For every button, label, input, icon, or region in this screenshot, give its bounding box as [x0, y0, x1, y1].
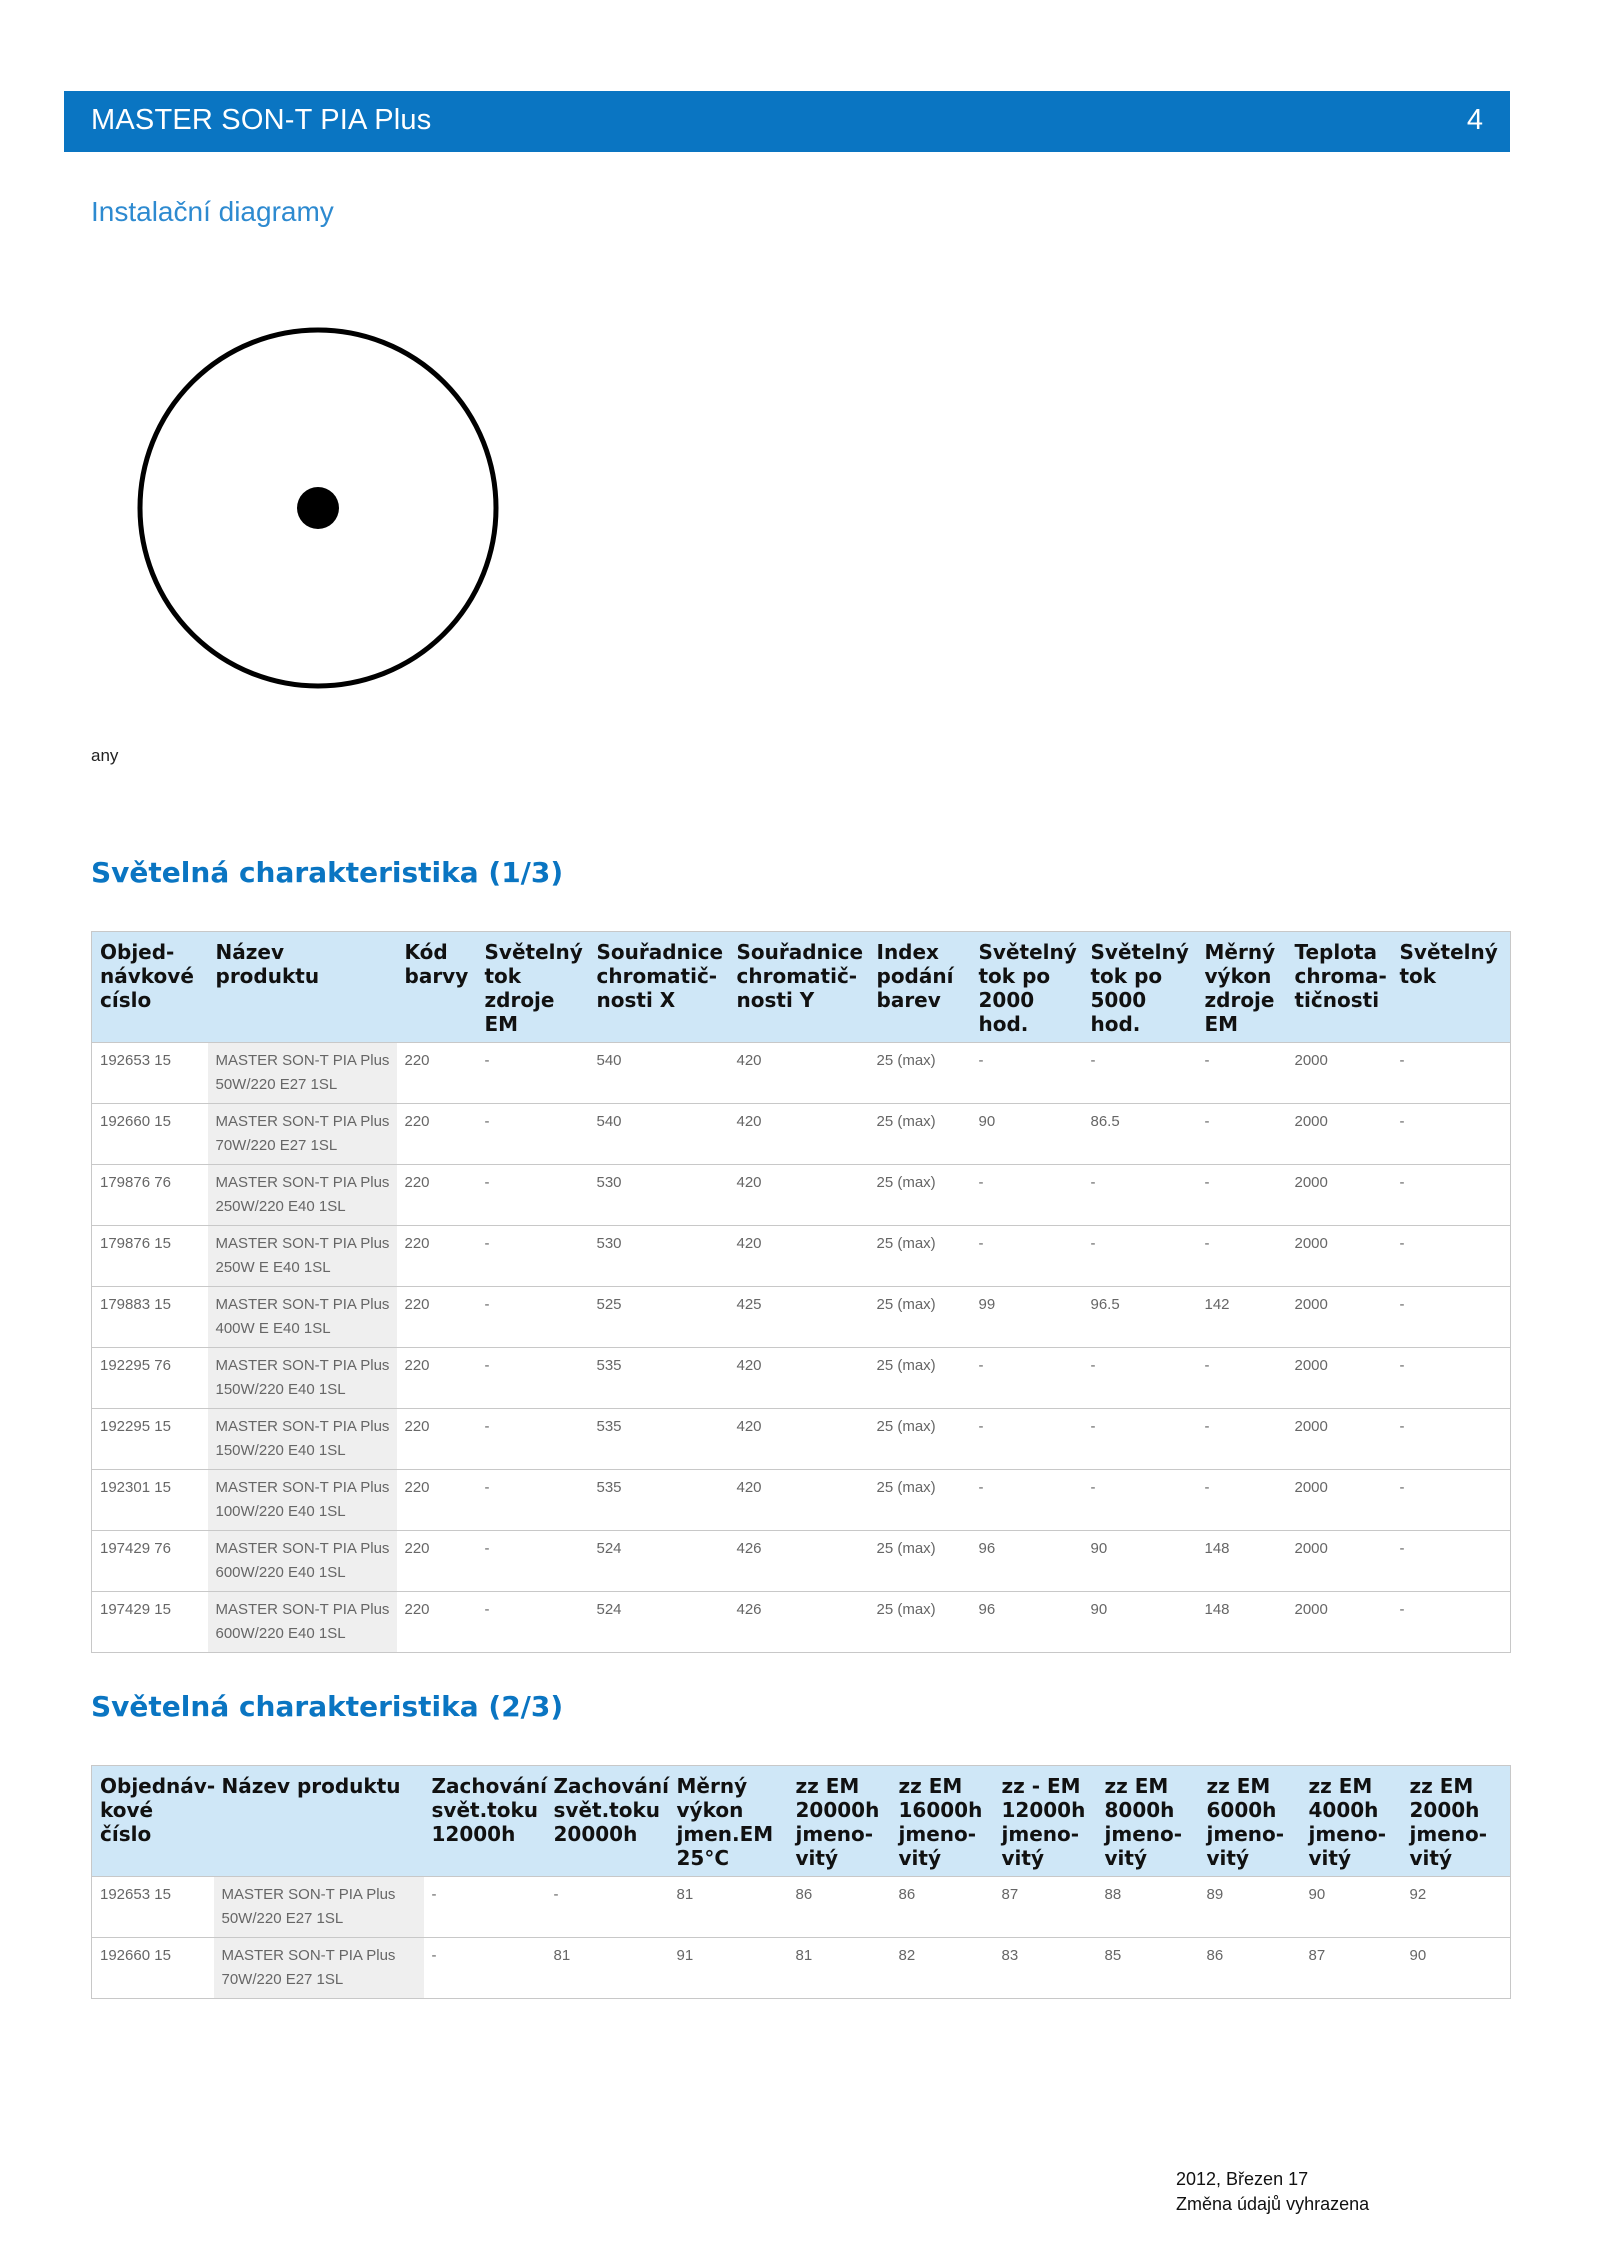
table-cell: 86.5: [1083, 1104, 1197, 1165]
table-cell: -: [971, 1165, 1083, 1226]
order-number-cell: 192660 15: [92, 1104, 208, 1165]
table-row: [92, 1592, 1511, 1653]
column-header: Název produktu: [214, 1766, 424, 1877]
table-cell: -: [1083, 1409, 1197, 1470]
table-cell: 540: [589, 1043, 729, 1104]
table-row: [92, 1470, 1511, 1531]
table-cell: 524: [589, 1592, 729, 1653]
column-header: zz EM 20000h jmeno- vitý: [788, 1766, 891, 1877]
column-header: Měrný výkon jmen.EM 25°C: [669, 1766, 788, 1877]
table-cell: 99: [971, 1287, 1083, 1348]
table-cell: 86: [788, 1877, 891, 1938]
table-cell: 420: [729, 1226, 869, 1287]
installation-diagram: [135, 325, 505, 695]
table-row: [92, 1877, 1511, 1938]
table-cell: 2000: [1287, 1531, 1392, 1592]
table-cell: 25 (max): [869, 1470, 971, 1531]
table-cell: 25 (max): [869, 1348, 971, 1409]
table-cell: 25 (max): [869, 1409, 971, 1470]
table-cell: 2000: [1287, 1470, 1392, 1531]
table-cell: -: [1392, 1470, 1511, 1531]
footer-notice: Změna údajů vyhrazena: [1176, 2194, 1370, 2214]
table-cell: 142: [1197, 1287, 1287, 1348]
column-header: Světelný tok zdroje EM: [477, 932, 589, 1043]
table-cell: 220: [397, 1287, 477, 1348]
light-characteristics-table-2: [91, 1765, 1511, 1999]
table-cell: 420: [729, 1470, 869, 1531]
column-header: zz EM 2000h jmeno- vitý: [1402, 1766, 1511, 1877]
table-cell: 148: [1197, 1592, 1287, 1653]
table-cell: 2000: [1287, 1287, 1392, 1348]
table-cell: 148: [1197, 1531, 1287, 1592]
table-cell: -: [424, 1877, 546, 1938]
table-cell: 81: [546, 1938, 669, 1999]
table-cell: 96: [971, 1592, 1083, 1653]
table-cell: -: [1392, 1104, 1511, 1165]
table-cell: 220: [397, 1592, 477, 1653]
product-name-cell: MASTER SON-T PIA Plus 600W/220 E40 1SL: [208, 1592, 397, 1653]
product-name-cell: MASTER SON-T PIA Plus 100W/220 E40 1SL: [208, 1470, 397, 1531]
table-cell: 96.5: [1083, 1287, 1197, 1348]
order-number-cell: 179876 76: [92, 1165, 208, 1226]
table-cell: 425: [729, 1287, 869, 1348]
diagram-center-dot: [297, 487, 339, 529]
table-cell: -: [1083, 1226, 1197, 1287]
table-cell: 25 (max): [869, 1592, 971, 1653]
table-cell: 524: [589, 1531, 729, 1592]
table-cell: -: [477, 1531, 589, 1592]
table-cell: 88: [1097, 1877, 1199, 1938]
header-bar: [64, 91, 1510, 152]
light-characteristics-table-1: [91, 931, 1511, 1653]
table-cell: 86: [1199, 1938, 1301, 1999]
table-cell: 535: [589, 1470, 729, 1531]
diagram-caption: any: [91, 746, 119, 765]
column-header: Světelný tok po 5000 hod.: [1083, 932, 1197, 1043]
table-row: [92, 1043, 1511, 1104]
table-cell: -: [477, 1287, 589, 1348]
product-name-cell: MASTER SON-T PIA Plus 150W/220 E40 1SL: [208, 1409, 397, 1470]
table2-title: Světelná charakteristika (2/3): [91, 1690, 564, 1723]
column-header: Objed- návkové císlo: [92, 932, 208, 1043]
column-header: Název produktu: [208, 932, 397, 1043]
table-cell: -: [424, 1938, 546, 1999]
table-cell: -: [477, 1165, 589, 1226]
column-header: zz EM 6000h jmeno- vitý: [1199, 1766, 1301, 1877]
table-cell: -: [1392, 1226, 1511, 1287]
table-cell: 2000: [1287, 1043, 1392, 1104]
table-cell: -: [477, 1226, 589, 1287]
table-cell: -: [1197, 1104, 1287, 1165]
table-cell: -: [1083, 1043, 1197, 1104]
table-cell: 89: [1199, 1877, 1301, 1938]
order-number-cell: 197429 15: [92, 1592, 208, 1653]
table-cell: -: [1392, 1409, 1511, 1470]
table-cell: 426: [729, 1531, 869, 1592]
column-header: Souřadnice chromatič- nosti X: [589, 932, 729, 1043]
column-header: Zachování svět.toku 20000h: [546, 1766, 669, 1877]
table-row: [92, 1287, 1511, 1348]
table-cell: 96: [971, 1531, 1083, 1592]
product-name-cell: MASTER SON-T PIA Plus 150W/220 E40 1SL: [208, 1348, 397, 1409]
column-header: zz - EM 12000h jmeno- vitý: [994, 1766, 1097, 1877]
table-cell: -: [1392, 1287, 1511, 1348]
table-cell: -: [971, 1470, 1083, 1531]
table-cell: 2000: [1287, 1165, 1392, 1226]
table-cell: 420: [729, 1165, 869, 1226]
table-cell: 25 (max): [869, 1287, 971, 1348]
table-cell: 220: [397, 1165, 477, 1226]
product-name-cell: MASTER SON-T PIA Plus 70W/220 E27 1SL: [208, 1104, 397, 1165]
table-cell: -: [477, 1470, 589, 1531]
column-header: zz EM 16000h jmeno- vitý: [891, 1766, 994, 1877]
table-cell: -: [1197, 1226, 1287, 1287]
product-name-cell: MASTER SON-T PIA Plus 250W E E40 1SL: [208, 1226, 397, 1287]
table-cell: -: [477, 1348, 589, 1409]
document-title: MASTER SON-T PIA Plus: [91, 104, 432, 136]
product-name-cell: MASTER SON-T PIA Plus 600W/220 E40 1SL: [208, 1531, 397, 1592]
table-cell: 90: [971, 1104, 1083, 1165]
table-cell: -: [1197, 1043, 1287, 1104]
table-cell: -: [971, 1348, 1083, 1409]
table-cell: 220: [397, 1409, 477, 1470]
table-cell: 220: [397, 1531, 477, 1592]
table-cell: 25 (max): [869, 1226, 971, 1287]
table-row: [92, 1409, 1511, 1470]
table-cell: -: [1392, 1592, 1511, 1653]
column-header: Kód barvy: [397, 932, 477, 1043]
table-cell: -: [1083, 1348, 1197, 1409]
order-number-cell: 179876 15: [92, 1226, 208, 1287]
table-cell: 220: [397, 1104, 477, 1165]
table-row: [92, 1938, 1511, 1999]
column-header: zz EM 4000h jmeno- vitý: [1301, 1766, 1402, 1877]
table-cell: -: [971, 1409, 1083, 1470]
table-row: [92, 1348, 1511, 1409]
installation-diagrams-title: Instalační diagramy: [91, 196, 334, 227]
table-cell: 87: [994, 1877, 1097, 1938]
product-name-cell: MASTER SON-T PIA Plus 70W/220 E27 1SL: [214, 1938, 424, 1999]
table-cell: -: [1197, 1165, 1287, 1226]
table-cell: 2000: [1287, 1348, 1392, 1409]
product-name-cell: MASTER SON-T PIA Plus 50W/220 E27 1SL: [208, 1043, 397, 1104]
table-cell: -: [1392, 1165, 1511, 1226]
product-name-cell: MASTER SON-T PIA Plus 50W/220 E27 1SL: [214, 1877, 424, 1938]
table-cell: 82: [891, 1938, 994, 1999]
table-row: [92, 1226, 1511, 1287]
table-cell: -: [1083, 1165, 1197, 1226]
order-number-cell: 192653 15: [92, 1043, 208, 1104]
table-cell: 90: [1402, 1938, 1511, 1999]
table-cell: 86: [891, 1877, 994, 1938]
order-number-cell: 192295 76: [92, 1348, 208, 1409]
table-cell: 420: [729, 1104, 869, 1165]
table-cell: 220: [397, 1348, 477, 1409]
table-cell: 420: [729, 1348, 869, 1409]
table-cell: 420: [729, 1409, 869, 1470]
column-header: Souřadnice chromatič- nosti Y: [729, 932, 869, 1043]
column-header: Teplota chroma- tičnosti: [1287, 932, 1392, 1043]
table-cell: 426: [729, 1592, 869, 1653]
table-cell: 85: [1097, 1938, 1199, 1999]
table-row: [92, 1165, 1511, 1226]
column-header: Index podání barev: [869, 932, 971, 1043]
order-number-cell: 192301 15: [92, 1470, 208, 1531]
table-cell: 90: [1083, 1592, 1197, 1653]
order-number-cell: 197429 76: [92, 1531, 208, 1592]
column-header: Objednáv- kové číslo: [92, 1766, 214, 1877]
table-cell: -: [971, 1043, 1083, 1104]
table-cell: -: [477, 1592, 589, 1653]
table-cell: 2000: [1287, 1104, 1392, 1165]
order-number-cell: 192295 15: [92, 1409, 208, 1470]
order-number-cell: 192660 15: [92, 1938, 214, 1999]
table-cell: 25 (max): [869, 1104, 971, 1165]
footer-date: 2012, Březen 17: [1176, 2169, 1309, 2189]
table-cell: 25 (max): [869, 1043, 971, 1104]
table-cell: -: [546, 1877, 669, 1938]
page-number: 4: [1466, 104, 1483, 136]
table-row: [92, 1104, 1511, 1165]
table-cell: 420: [729, 1043, 869, 1104]
column-header: Zachování svět.toku 12000h: [424, 1766, 546, 1877]
table-cell: 220: [397, 1470, 477, 1531]
product-name-cell: MASTER SON-T PIA Plus 400W E E40 1SL: [208, 1287, 397, 1348]
table-cell: -: [971, 1226, 1083, 1287]
table-cell: 530: [589, 1226, 729, 1287]
table-cell: 92: [1402, 1877, 1511, 1938]
table-cell: 91: [669, 1938, 788, 1999]
footer: [1176, 2167, 1369, 2217]
table-cell: -: [1197, 1409, 1287, 1470]
table-cell: 90: [1301, 1877, 1402, 1938]
table-cell: 83: [994, 1938, 1097, 1999]
table-cell: 530: [589, 1165, 729, 1226]
table-cell: 2000: [1287, 1592, 1392, 1653]
table-cell: -: [477, 1104, 589, 1165]
table-cell: 90: [1083, 1531, 1197, 1592]
table-cell: -: [477, 1409, 589, 1470]
column-header: Měrný výkon zdroje EM: [1197, 932, 1287, 1043]
table-cell: 87: [1301, 1938, 1402, 1999]
order-number-cell: 179883 15: [92, 1287, 208, 1348]
table-cell: 2000: [1287, 1409, 1392, 1470]
table-cell: 535: [589, 1409, 729, 1470]
table-cell: -: [1392, 1531, 1511, 1592]
column-header: zz EM 8000h jmeno- vitý: [1097, 1766, 1199, 1877]
table-cell: -: [1392, 1043, 1511, 1104]
table-cell: 525: [589, 1287, 729, 1348]
table-cell: 81: [788, 1938, 891, 1999]
column-header: Světelný tok po 2000 hod.: [971, 932, 1083, 1043]
table-row: [92, 1531, 1511, 1592]
table-cell: 540: [589, 1104, 729, 1165]
table-cell: -: [477, 1043, 589, 1104]
table-cell: 2000: [1287, 1226, 1392, 1287]
table-cell: 535: [589, 1348, 729, 1409]
table-cell: 220: [397, 1226, 477, 1287]
table-cell: 81: [669, 1877, 788, 1938]
table-cell: -: [1197, 1348, 1287, 1409]
column-header: Světelný tok: [1392, 932, 1511, 1043]
order-number-cell: 192653 15: [92, 1877, 214, 1938]
table-cell: 25 (max): [869, 1531, 971, 1592]
table-cell: -: [1392, 1348, 1511, 1409]
table-cell: -: [1197, 1470, 1287, 1531]
table-cell: 25 (max): [869, 1165, 971, 1226]
product-name-cell: MASTER SON-T PIA Plus 250W/220 E40 1SL: [208, 1165, 397, 1226]
table-cell: -: [1083, 1470, 1197, 1531]
table1-title: Světelná charakteristika (1/3): [91, 856, 564, 889]
table-cell: 220: [397, 1043, 477, 1104]
